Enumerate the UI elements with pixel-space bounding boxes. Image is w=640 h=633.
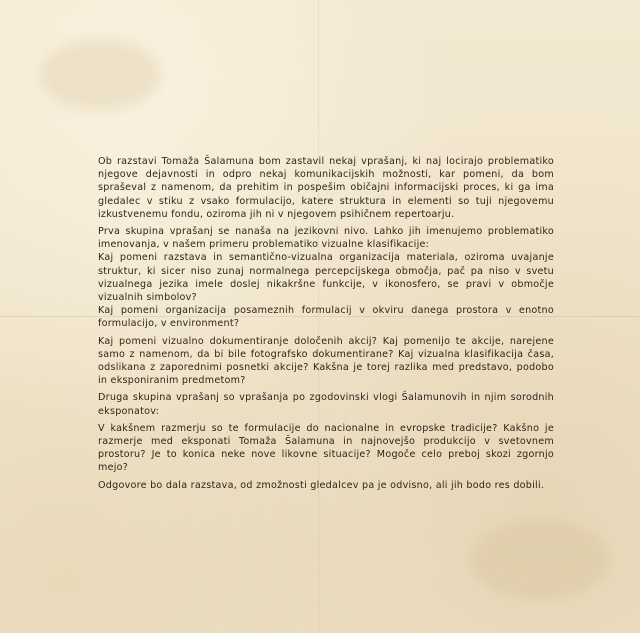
document-text [98,155,554,496]
paragraph-first-group: Prva skupina vprašanj se nanaša na jezikovni nivo. Lahko jih imenujemo problematiko imenovanja, v našem primeru problematiko vizualne klasifikacije: [98,226,554,251]
paragraph-question-tradition: V kakšnem razmerju so te formulacije do nacionalne in evropske tradicije? Kakšno je razmerje med eksponati Tomaža Šalamuna in najnovejšo produkcijo v svetovnem prostoru? Je to konica neke nove likovne situacije? Mogoče celo preboj skozi zgornjo mejo? [98,422,554,474]
paragraph-second-group: Druga skupina vprašanj so vprašanja po zgodovinski vlogi Šalamunovih in njim sorodnih eksponatov: [98,392,554,417]
paper-stain [470,520,610,600]
paper-stain [40,40,160,110]
paragraph-question-environment: Kaj pomeni organizacija posameznih formulacij v okviru danega prostora v enotno formulacijo, v environment? [98,305,554,330]
paragraph-question-exhibition: Kaj pomeni razstava in semantično-vizualna organizacija materiala, oziroma uvajanje struktur, ki sicer niso zunaj normalnega percepcijskega območja, pač pa niso v svetu vizualnega jezika imele doslej nikakršne funkcije, v ikonosfero, se pravi v območje vizualnih simbolov? [98,252,554,304]
paragraph-intro: Ob razstavi Tomaža Šalamuna bom zastavil nekaj vprašanj, ki naj locirajo problematiko njegove dejavnosti in odpro nekaj komunikacijskih možnosti, kar pomeni, da bom spraševal z namenom, da prehitim in pospešim običajni informacijski proces, ki ga ima gledalec v stiku z vsako formulacijo, katere struktura in elementi so tuji njegovemu izkustvenemu fondu, oziroma jih ni v njegovem psihičnem repertoarju. [98,156,554,220]
paragraph-conclusion: Odgovore bo dala razstava, od zmožnosti gledalcev pa je odvisno, ali jih bodo res dobili. [98,479,545,491]
paragraph-question-documentation: Kaj pomeni vizualno dokumentiranje določenih akcij? Kaj pomenijo te akcije, narejene samo z namenom, da bi bile fotografsko dokumentirane? Kaj vizualna klasifikacija časa, odslikana z zaporednimi posnetki akcije? Kakšna je torej razlika med predstavo, podobo in eksponiranim predmetom? [98,335,554,387]
